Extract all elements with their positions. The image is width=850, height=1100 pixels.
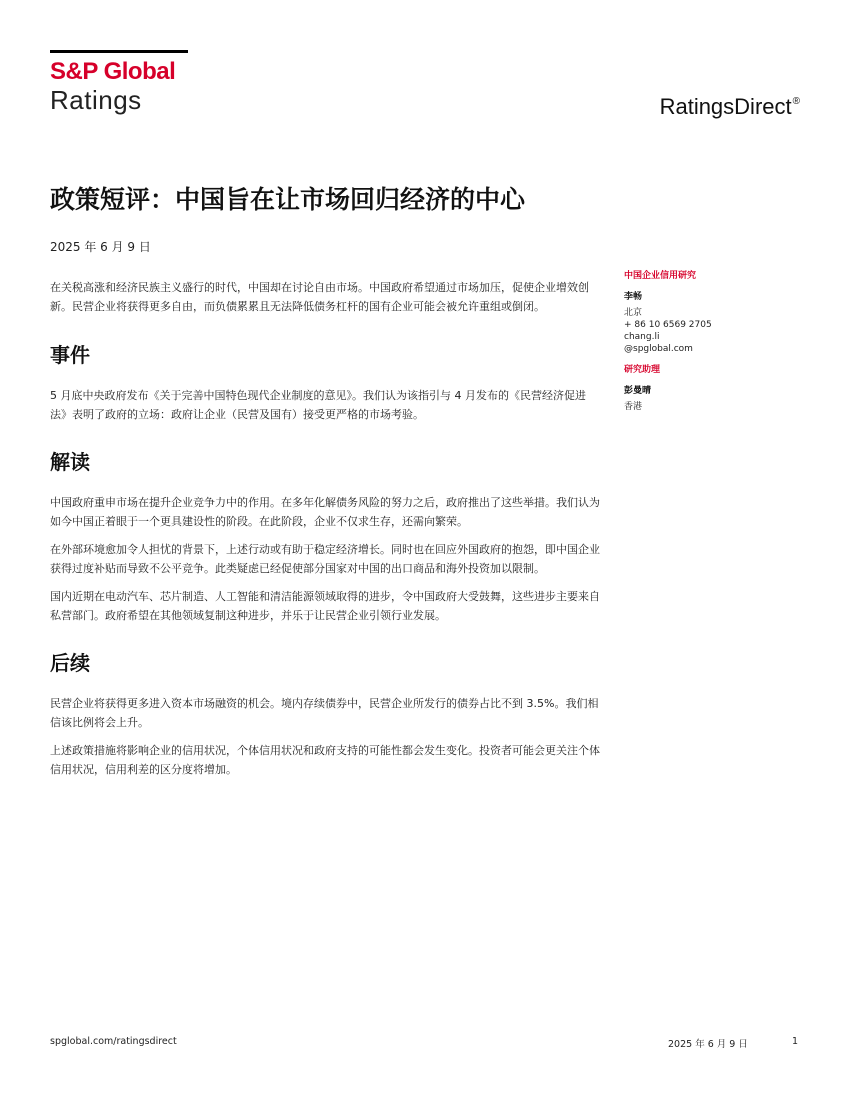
analyst-phone: + 86 10 6569 2705	[624, 320, 712, 330]
analyst-city: 北京	[624, 308, 643, 318]
analyst-name: 李畅	[624, 292, 643, 302]
team-name: 中国企业信用研究	[624, 271, 697, 281]
analyst-email-user[interactable]: chang.li	[624, 332, 660, 342]
article-body	[50, 278, 602, 788]
product-name	[660, 94, 800, 120]
lead-paragraph: 在关税高涨和经济民族主义盛行的时代，中国却在讨论自由市场。中国政府希望通过市场加压，促使企业增效创新。民营企业将获得更多自由，而负债累累且无法降低债务杠杆的国有企业可能会被允许重组或倒闭。	[50, 281, 589, 313]
section-paragraph: 5 月底中央政府发布《关于完善中国特色现代企业制度的意见》。我们认为该指引与 4 月发布的《民营经济促进法》表明了政府的立场：政府让企业（民营及国有）接受更严格的市场考验。	[50, 389, 586, 421]
product-name-text: RatingsDirect	[659, 94, 792, 119]
section-paragraph: 国内近期在电动汽车、芯片制造、人工智能和清洁能源领域取得的进步，令中国政府大受鼓舞，这些进步主要来自私营部门。政府希望在其他领域复制这种进步，并乐于让民营企业引领行业发展。	[50, 590, 600, 622]
contact-sidebar	[624, 270, 804, 413]
section-paragraph: 民营企业将获得更多进入资本市场融资的机会。境内存续债券中，民营企业所发行的债券占比不到 3.5%。我们相信该比例将会上升。	[50, 697, 599, 729]
section-paragraph: 在外部环境愈加令人担忧的背景下，上述行动或有助于稳定经济增长。同时也在回应外国政府的抱怨，即中国企业获得过度补贴而导致不公平竞争。此类疑虑已经促使部分国家对中国的出口商品和海外投资加以限制。	[50, 543, 600, 575]
assistant-name: 彭曼晴	[624, 386, 652, 396]
assistant-city: 香港	[624, 402, 643, 412]
footer-date: 2025 年 6 月 9 日	[668, 1039, 748, 1050]
logo-brand: S&P Global	[50, 58, 176, 85]
assistant-role: 研究助理	[624, 365, 661, 375]
sp-global-ratings-logo	[50, 50, 188, 115]
logo-subtitle: Ratings	[50, 85, 142, 115]
analyst-email-domain[interactable]: @spglobal.com	[624, 344, 693, 354]
section-paragraph: 中国政府重申市场在提升企业竞争力中的作用。在多年化解债务风险的努力之后，政府推出了这些举措。我们认为如今中国正着眼于一个更具建设性的阶段。在此阶段，企业不仅求生存，还需向繁荣。	[50, 496, 600, 528]
section-paragraph: 上述政策措施将影响企业的信用状况，个体信用状况和政府支持的可能性都会发生变化。投资者可能会更关注个体信用状况，信用利差的区分度将增加。	[50, 744, 600, 776]
page-number: 1	[792, 1036, 799, 1047]
page-title: 政策短评：中国旨在让市场回归经济的中心	[50, 185, 526, 214]
registered-mark: ®	[792, 96, 800, 107]
section-heading-interpretation: 解读	[50, 450, 90, 474]
section-heading-event: 事件	[50, 343, 90, 367]
section-heading-followup: 后续	[50, 651, 90, 675]
footer-url[interactable]: spglobal.com/ratingsdirect	[50, 1036, 177, 1047]
publish-date: 2025 年 6 月 9 日	[50, 240, 151, 254]
logo-top-rule	[50, 50, 188, 53]
